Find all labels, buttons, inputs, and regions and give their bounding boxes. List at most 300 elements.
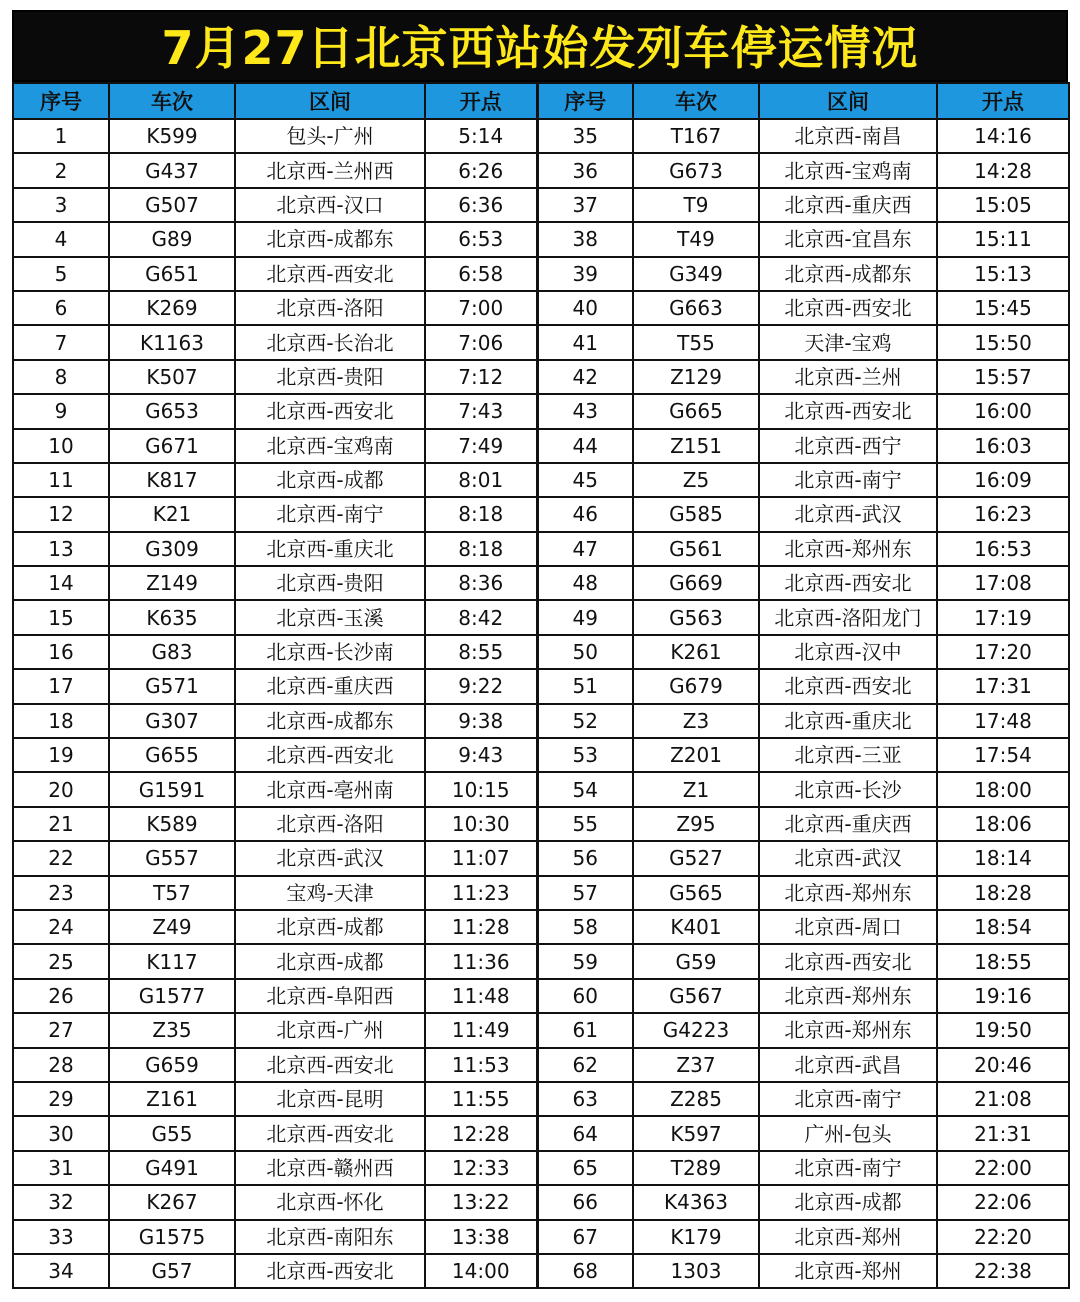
- cell-route: 北京西-西宁: [759, 429, 937, 463]
- cell-train: K597: [633, 1116, 759, 1150]
- cell-train: G1575: [109, 1220, 235, 1254]
- cell-depart: 14:00: [425, 1254, 537, 1288]
- cell-route: 北京西-武汉: [759, 841, 937, 875]
- cell-depart: 22:20: [937, 1220, 1069, 1254]
- cell-train: G4223: [633, 1013, 759, 1047]
- cell-depart: 6:53: [425, 222, 537, 256]
- cell-route: 北京西-怀化: [235, 1185, 425, 1219]
- cell-depart: 8:55: [425, 635, 537, 669]
- cell-depart: 8:36: [425, 566, 537, 600]
- cell-train: G653: [109, 394, 235, 428]
- cell-index: 66: [537, 1185, 633, 1219]
- cell-index: 49: [537, 600, 633, 634]
- cell-route: 北京西-广州: [235, 1013, 425, 1047]
- cell-depart: 18:06: [937, 807, 1069, 841]
- header-route: 区间: [759, 83, 937, 119]
- cell-route: 北京西-成都东: [235, 704, 425, 738]
- cell-index: 20: [13, 772, 109, 806]
- cell-train: K261: [633, 635, 759, 669]
- cell-train: Z3: [633, 704, 759, 738]
- cell-depart: 12:33: [425, 1151, 537, 1185]
- cell-route: 北京西-成都: [235, 944, 425, 978]
- cell-route: 北京西-宝鸡南: [759, 153, 937, 187]
- cell-route: 北京西-宜昌东: [759, 222, 937, 256]
- cell-depart: 7:06: [425, 325, 537, 359]
- cell-train: T57: [109, 876, 235, 910]
- cell-depart: 21:08: [937, 1082, 1069, 1116]
- table-row: [13, 1048, 1069, 1082]
- cell-index: 46: [537, 497, 633, 531]
- cell-index: 14: [13, 566, 109, 600]
- cell-route: 北京西-宝鸡南: [235, 429, 425, 463]
- cell-train: G561: [633, 532, 759, 566]
- cell-depart: 11:36: [425, 944, 537, 978]
- cell-route: 北京西-南宁: [759, 1082, 937, 1116]
- cell-train: Z151: [633, 429, 759, 463]
- cell-train: G655: [109, 738, 235, 772]
- cell-route: 北京西-西安北: [235, 1116, 425, 1150]
- cell-route: 北京西-长沙: [759, 772, 937, 806]
- cell-route: 广州-包头: [759, 1116, 937, 1150]
- cell-train: G57: [109, 1254, 235, 1288]
- cell-route: 北京西-兰州西: [235, 153, 425, 187]
- cell-index: 48: [537, 566, 633, 600]
- cell-depart: 19:50: [937, 1013, 1069, 1047]
- cell-depart: 9:38: [425, 704, 537, 738]
- cell-train: G59: [633, 944, 759, 978]
- table-row: [13, 1151, 1069, 1185]
- cell-index: 60: [537, 979, 633, 1013]
- table-row: [13, 188, 1069, 222]
- cell-route: 北京西-周口: [759, 910, 937, 944]
- table-row: [13, 566, 1069, 600]
- cell-depart: 18:55: [937, 944, 1069, 978]
- cell-depart: 22:00: [937, 1151, 1069, 1185]
- cell-train: K179: [633, 1220, 759, 1254]
- cell-train: G571: [109, 669, 235, 703]
- cell-route: 北京西-郑州东: [759, 1013, 937, 1047]
- cell-depart: 7:12: [425, 360, 537, 394]
- cell-depart: 10:15: [425, 772, 537, 806]
- cell-train: G659: [109, 1048, 235, 1082]
- table-row: [13, 738, 1069, 772]
- cell-index: 67: [537, 1220, 633, 1254]
- cell-train: Z37: [633, 1048, 759, 1082]
- cell-train: G437: [109, 153, 235, 187]
- cell-depart: 6:36: [425, 188, 537, 222]
- table-row: [13, 772, 1069, 806]
- cell-index: 23: [13, 876, 109, 910]
- cell-depart: 17:48: [937, 704, 1069, 738]
- cell-index: 42: [537, 360, 633, 394]
- cell-depart: 7:00: [425, 291, 537, 325]
- cell-route: 北京西-武昌: [759, 1048, 937, 1082]
- cell-index: 12: [13, 497, 109, 531]
- page-title: 7月27日北京西站始发列车停运情况: [12, 10, 1068, 82]
- cell-depart: 17:31: [937, 669, 1069, 703]
- cell-index: 38: [537, 222, 633, 256]
- cell-route: 北京西-成都: [759, 1185, 937, 1219]
- cell-route: 北京西-长沙南: [235, 635, 425, 669]
- table-row: [13, 1116, 1069, 1150]
- cell-train: K21: [109, 497, 235, 531]
- table-header-row: [13, 83, 1069, 119]
- cell-index: 5: [13, 257, 109, 291]
- cell-index: 39: [537, 257, 633, 291]
- cell-index: 36: [537, 153, 633, 187]
- table-row: [13, 497, 1069, 531]
- cell-route: 北京西-西安北: [759, 669, 937, 703]
- cell-depart: 15:11: [937, 222, 1069, 256]
- cell-train: G679: [633, 669, 759, 703]
- cell-index: 30: [13, 1116, 109, 1150]
- table-row: [13, 222, 1069, 256]
- cell-train: K4363: [633, 1185, 759, 1219]
- cell-train: G669: [633, 566, 759, 600]
- cell-route: 北京西-西安北: [235, 394, 425, 428]
- table-row: [13, 360, 1069, 394]
- cell-train: 1303: [633, 1254, 759, 1288]
- header-route: 区间: [235, 83, 425, 119]
- cell-depart: 20:46: [937, 1048, 1069, 1082]
- header-train: 车次: [633, 83, 759, 119]
- cell-index: 62: [537, 1048, 633, 1082]
- cell-depart: 15:45: [937, 291, 1069, 325]
- cell-index: 64: [537, 1116, 633, 1150]
- table-row: [13, 325, 1069, 359]
- cell-index: 45: [537, 463, 633, 497]
- cell-train: K401: [633, 910, 759, 944]
- cell-index: 56: [537, 841, 633, 875]
- cell-depart: 22:06: [937, 1185, 1069, 1219]
- table-row: [13, 704, 1069, 738]
- cell-train: Z161: [109, 1082, 235, 1116]
- cell-train: K599: [109, 119, 235, 153]
- table-row: [13, 1185, 1069, 1219]
- cell-depart: 21:31: [937, 1116, 1069, 1150]
- cell-route: 天津-宝鸡: [759, 325, 937, 359]
- cell-index: 4: [13, 222, 109, 256]
- cell-index: 44: [537, 429, 633, 463]
- cell-route: 北京西-重庆西: [759, 188, 937, 222]
- cell-depart: 15:57: [937, 360, 1069, 394]
- cell-index: 34: [13, 1254, 109, 1288]
- cell-train: G663: [633, 291, 759, 325]
- header-index: 序号: [537, 83, 633, 119]
- cell-depart: 14:16: [937, 119, 1069, 153]
- cell-depart: 12:28: [425, 1116, 537, 1150]
- header-train: 车次: [109, 83, 235, 119]
- cell-index: 17: [13, 669, 109, 703]
- table-row: [13, 291, 1069, 325]
- cell-depart: 13:38: [425, 1220, 537, 1254]
- cell-train: Z1: [633, 772, 759, 806]
- table-row: [13, 257, 1069, 291]
- cell-train: G527: [633, 841, 759, 875]
- cell-index: 32: [13, 1185, 109, 1219]
- cell-index: 57: [537, 876, 633, 910]
- table-row: [13, 600, 1069, 634]
- cell-index: 21: [13, 807, 109, 841]
- cell-train: K267: [109, 1185, 235, 1219]
- cell-depart: 11:55: [425, 1082, 537, 1116]
- cell-route: 北京西-三亚: [759, 738, 937, 772]
- cell-index: 35: [537, 119, 633, 153]
- cell-route: 北京西-重庆北: [235, 532, 425, 566]
- cell-route: 北京西-洛阳: [235, 807, 425, 841]
- cell-train: T49: [633, 222, 759, 256]
- table-row: [13, 807, 1069, 841]
- table-row: [13, 841, 1069, 875]
- schedule-sheet: [12, 10, 1068, 1292]
- cell-index: 40: [537, 291, 633, 325]
- cell-route: 北京西-郑州东: [759, 876, 937, 910]
- cell-train: G565: [633, 876, 759, 910]
- cell-train: G349: [633, 257, 759, 291]
- cell-depart: 6:58: [425, 257, 537, 291]
- cell-index: 37: [537, 188, 633, 222]
- cell-train: K117: [109, 944, 235, 978]
- cell-route: 北京西-赣州西: [235, 1151, 425, 1185]
- cell-train: Z49: [109, 910, 235, 944]
- cell-depart: 17:19: [937, 600, 1069, 634]
- cell-route: 北京西-西安北: [759, 291, 937, 325]
- table-row: [13, 979, 1069, 1013]
- cell-index: 61: [537, 1013, 633, 1047]
- cell-train: G567: [633, 979, 759, 1013]
- cell-index: 18: [13, 704, 109, 738]
- cell-index: 19: [13, 738, 109, 772]
- cell-depart: 18:00: [937, 772, 1069, 806]
- table-row: [13, 635, 1069, 669]
- cell-index: 51: [537, 669, 633, 703]
- cell-depart: 15:50: [937, 325, 1069, 359]
- cell-train: G585: [633, 497, 759, 531]
- cell-route: 北京西-汉中: [759, 635, 937, 669]
- cell-route: 北京西-西安北: [759, 944, 937, 978]
- cell-index: 50: [537, 635, 633, 669]
- cell-route: 北京西-成都东: [759, 257, 937, 291]
- cell-depart: 11:49: [425, 1013, 537, 1047]
- cell-depart: 5:14: [425, 119, 537, 153]
- cell-depart: 8:18: [425, 497, 537, 531]
- cell-index: 53: [537, 738, 633, 772]
- cell-index: 54: [537, 772, 633, 806]
- cell-index: 65: [537, 1151, 633, 1185]
- cell-train: G89: [109, 222, 235, 256]
- cell-route: 北京西-武汉: [759, 497, 937, 531]
- cell-depart: 18:28: [937, 876, 1069, 910]
- cell-route: 北京西-郑州东: [759, 532, 937, 566]
- cell-train: K635: [109, 600, 235, 634]
- table-row: [13, 910, 1069, 944]
- cell-train: T167: [633, 119, 759, 153]
- cell-route: 北京西-亳州南: [235, 772, 425, 806]
- cell-route: 北京西-洛阳: [235, 291, 425, 325]
- cell-train: Z129: [633, 360, 759, 394]
- table-row: [13, 944, 1069, 978]
- cell-index: 26: [13, 979, 109, 1013]
- cell-train: K269: [109, 291, 235, 325]
- cell-train: G673: [633, 153, 759, 187]
- table-row: [13, 463, 1069, 497]
- cell-train: G307: [109, 704, 235, 738]
- cell-route: 北京西-武汉: [235, 841, 425, 875]
- cell-depart: 16:53: [937, 532, 1069, 566]
- cell-depart: 16:03: [937, 429, 1069, 463]
- cell-depart: 11:48: [425, 979, 537, 1013]
- cell-route: 北京西-西安北: [235, 1254, 425, 1288]
- cell-depart: 11:07: [425, 841, 537, 875]
- cell-depart: 15:13: [937, 257, 1069, 291]
- cell-index: 41: [537, 325, 633, 359]
- table-row: [13, 153, 1069, 187]
- cell-index: 8: [13, 360, 109, 394]
- table-row: [13, 876, 1069, 910]
- cell-index: 25: [13, 944, 109, 978]
- cell-route: 北京西-汉口: [235, 188, 425, 222]
- cell-route: 北京西-贵阳: [235, 566, 425, 600]
- cell-index: 9: [13, 394, 109, 428]
- cell-train: Z201: [633, 738, 759, 772]
- cell-index: 22: [13, 841, 109, 875]
- cell-train: G665: [633, 394, 759, 428]
- cell-train: K1163: [109, 325, 235, 359]
- cell-index: 11: [13, 463, 109, 497]
- cell-depart: 17:20: [937, 635, 1069, 669]
- cell-train: Z95: [633, 807, 759, 841]
- cell-depart: 16:09: [937, 463, 1069, 497]
- cell-route: 北京西-阜阳西: [235, 979, 425, 1013]
- cell-route: 北京西-南宁: [235, 497, 425, 531]
- table-row: [13, 394, 1069, 428]
- cell-index: 24: [13, 910, 109, 944]
- cell-depart: 16:00: [937, 394, 1069, 428]
- cell-index: 27: [13, 1013, 109, 1047]
- header-depart: 开点: [937, 83, 1069, 119]
- cell-train: G1591: [109, 772, 235, 806]
- table-row: [13, 1082, 1069, 1116]
- table-row: [13, 119, 1069, 153]
- table-row: [13, 1254, 1069, 1288]
- cell-train: T289: [633, 1151, 759, 1185]
- table-row: [13, 669, 1069, 703]
- cell-depart: 7:49: [425, 429, 537, 463]
- cell-route: 北京西-成都: [235, 463, 425, 497]
- cell-route: 北京西-南阳东: [235, 1220, 425, 1254]
- cell-index: 43: [537, 394, 633, 428]
- cell-train: G507: [109, 188, 235, 222]
- cell-depart: 17:08: [937, 566, 1069, 600]
- cell-index: 59: [537, 944, 633, 978]
- cell-route: 北京西-西安北: [235, 1048, 425, 1082]
- cell-depart: 17:54: [937, 738, 1069, 772]
- cell-train: G491: [109, 1151, 235, 1185]
- cell-route: 北京西-重庆西: [759, 807, 937, 841]
- cell-train: G309: [109, 532, 235, 566]
- cell-index: 29: [13, 1082, 109, 1116]
- cell-route: 北京西-昆明: [235, 1082, 425, 1116]
- header-index: 序号: [13, 83, 109, 119]
- cell-index: 7: [13, 325, 109, 359]
- cell-index: 6: [13, 291, 109, 325]
- cell-index: 52: [537, 704, 633, 738]
- cell-depart: 8:42: [425, 600, 537, 634]
- cell-depart: 22:38: [937, 1254, 1069, 1288]
- cell-train: G651: [109, 257, 235, 291]
- cell-depart: 15:05: [937, 188, 1069, 222]
- cell-route: 北京西-重庆西: [235, 669, 425, 703]
- cell-route: 北京西-西安北: [759, 394, 937, 428]
- cell-route: 宝鸡-天津: [235, 876, 425, 910]
- cell-train: T55: [633, 325, 759, 359]
- cell-route: 北京西-西安北: [759, 566, 937, 600]
- cell-route: 北京西-郑州: [759, 1220, 937, 1254]
- cell-depart: 14:28: [937, 153, 1069, 187]
- cell-train: G83: [109, 635, 235, 669]
- cell-index: 1: [13, 119, 109, 153]
- cell-index: 13: [13, 532, 109, 566]
- cell-depart: 11:23: [425, 876, 537, 910]
- cell-depart: 6:26: [425, 153, 537, 187]
- cell-train: K589: [109, 807, 235, 841]
- cell-index: 10: [13, 429, 109, 463]
- cell-index: 47: [537, 532, 633, 566]
- cell-route: 北京西-西安北: [235, 257, 425, 291]
- cell-train: Z149: [109, 566, 235, 600]
- cell-depart: 18:14: [937, 841, 1069, 875]
- cell-route: 北京西-重庆北: [759, 704, 937, 738]
- table-row: [13, 1013, 1069, 1047]
- cell-train: Z285: [633, 1082, 759, 1116]
- cell-train: T9: [633, 188, 759, 222]
- cell-depart: 7:43: [425, 394, 537, 428]
- cell-index: 2: [13, 153, 109, 187]
- table-row: [13, 429, 1069, 463]
- cell-route: 北京西-贵阳: [235, 360, 425, 394]
- cell-depart: 8:18: [425, 532, 537, 566]
- cell-index: 28: [13, 1048, 109, 1082]
- cell-index: 15: [13, 600, 109, 634]
- cell-index: 63: [537, 1082, 633, 1116]
- suspended-trains-table: [12, 82, 1070, 1289]
- cell-index: 33: [13, 1220, 109, 1254]
- cell-route: 北京西-南昌: [759, 119, 937, 153]
- cell-depart: 9:22: [425, 669, 537, 703]
- cell-route: 北京西-兰州: [759, 360, 937, 394]
- cell-route: 包头-广州: [235, 119, 425, 153]
- cell-route: 北京西-西安北: [235, 738, 425, 772]
- cell-route: 北京西-郑州东: [759, 979, 937, 1013]
- cell-train: G557: [109, 841, 235, 875]
- cell-route: 北京西-玉溪: [235, 600, 425, 634]
- cell-route: 北京西-成都: [235, 910, 425, 944]
- cell-route: 北京西-长治北: [235, 325, 425, 359]
- cell-depart: 11:28: [425, 910, 537, 944]
- cell-depart: 10:30: [425, 807, 537, 841]
- table-row: [13, 1220, 1069, 1254]
- cell-index: 55: [537, 807, 633, 841]
- cell-index: 68: [537, 1254, 633, 1288]
- cell-train: G563: [633, 600, 759, 634]
- cell-depart: 9:43: [425, 738, 537, 772]
- cell-depart: 19:16: [937, 979, 1069, 1013]
- cell-train: Z35: [109, 1013, 235, 1047]
- cell-route: 北京西-南宁: [759, 1151, 937, 1185]
- cell-route: 北京西-南宁: [759, 463, 937, 497]
- cell-depart: 13:22: [425, 1185, 537, 1219]
- cell-train: Z5: [633, 463, 759, 497]
